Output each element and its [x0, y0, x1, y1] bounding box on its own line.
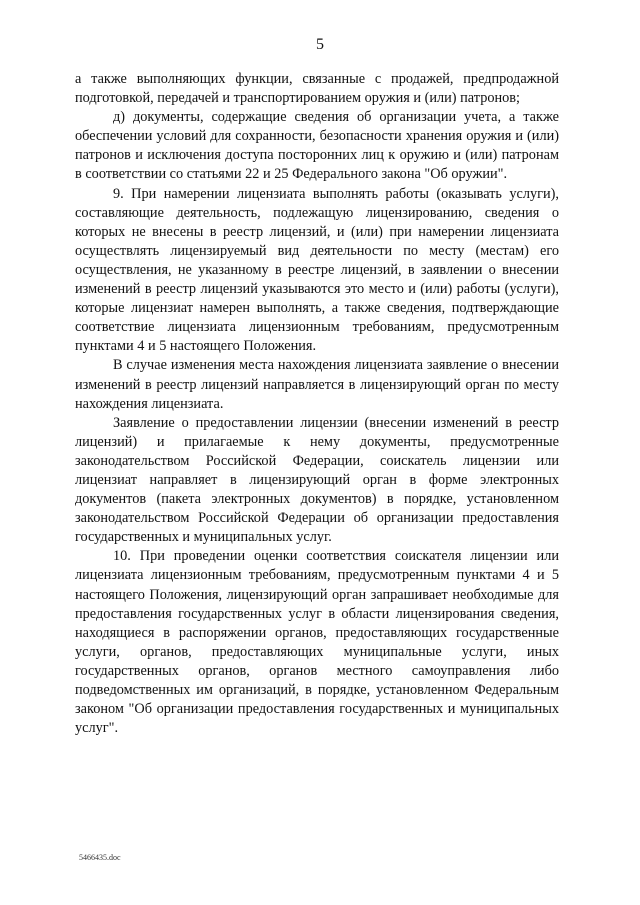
- document-body: [75, 70, 559, 738]
- paragraph: 9. При намерении лицензиата выполнять работы (оказывать услуги), составляющие деятельность, подлежащую лицензированию, сведения о которых не внесены в реестр лицензий, и (или) при намерении лицензиата осуществлять лицензируемый вид деятельности по месту (местам) его осуществления, не указанному в реестре лицензий, в заявлении о внесении изменений в реестр лицензий указываются это место и (или) работы (услуги), которые лицензиат намерен выполнять, а также сведения, подтверждающие соответствие лицензиата лицензионным требованиям, предусмотренным пунктами 4 и 5 настоящего Положения.: [75, 185, 559, 355]
- paragraph: а также выполняющих функции, связанные с продажей, предпродажной подготовкой, передачей и транспортированием оружия и (или) патронов;: [75, 71, 559, 107]
- document-filename: 5466435.doc: [79, 853, 121, 862]
- page-number: 5: [316, 36, 324, 53]
- paragraph: В случае изменения места нахождения лицензиата заявление о внесении изменений в реестр лицензий направляется в лицензирующий орган по месту нахождения лицензиата.: [75, 357, 559, 412]
- paragraph: 10. При проведении оценки соответствия соискателя лицензии или лицензиата лицензионным требованиям, предусмотренным пунктами 4 и 5 настоящего Положения, лицензирующий орган запрашивает необходимые для предоставления государственных услуг в области лицензирования сведения, находящиеся в распоряжении органов, предоставляющих государственные услуги, органов, предоставляющих муниципальные услуги, иных государственных органов, органов местного самоуправления либо подведомственных им организаций, в порядке, установленном Федеральным законом "Об организации предоставления государственных и муниципальных услуг".: [75, 548, 559, 737]
- paragraph: д) документы, содержащие сведения об организации учета, а также обеспечении условий для сохранности, безопасности хранения оружия и (или) патронов и исключения доступа посторонних лиц к оружию и (или) патронам в соответствии со статьями 22 и 25 Федерального закона "Об оружии".: [75, 109, 559, 183]
- paragraph: Заявление о предоставлении лицензии (внесении изменений в реестр лицензий) и прилагаемые к нему документы, предусмотренные законодательством Российской Федерации, соискатель лицензии или лицензиат направляет в лицензирующий орган в форме электронных документов (пакета электронных документов) в порядке, установленном законодательством Российской Федерации об организации предоставления государственных и муниципальных услуг.: [75, 414, 559, 546]
